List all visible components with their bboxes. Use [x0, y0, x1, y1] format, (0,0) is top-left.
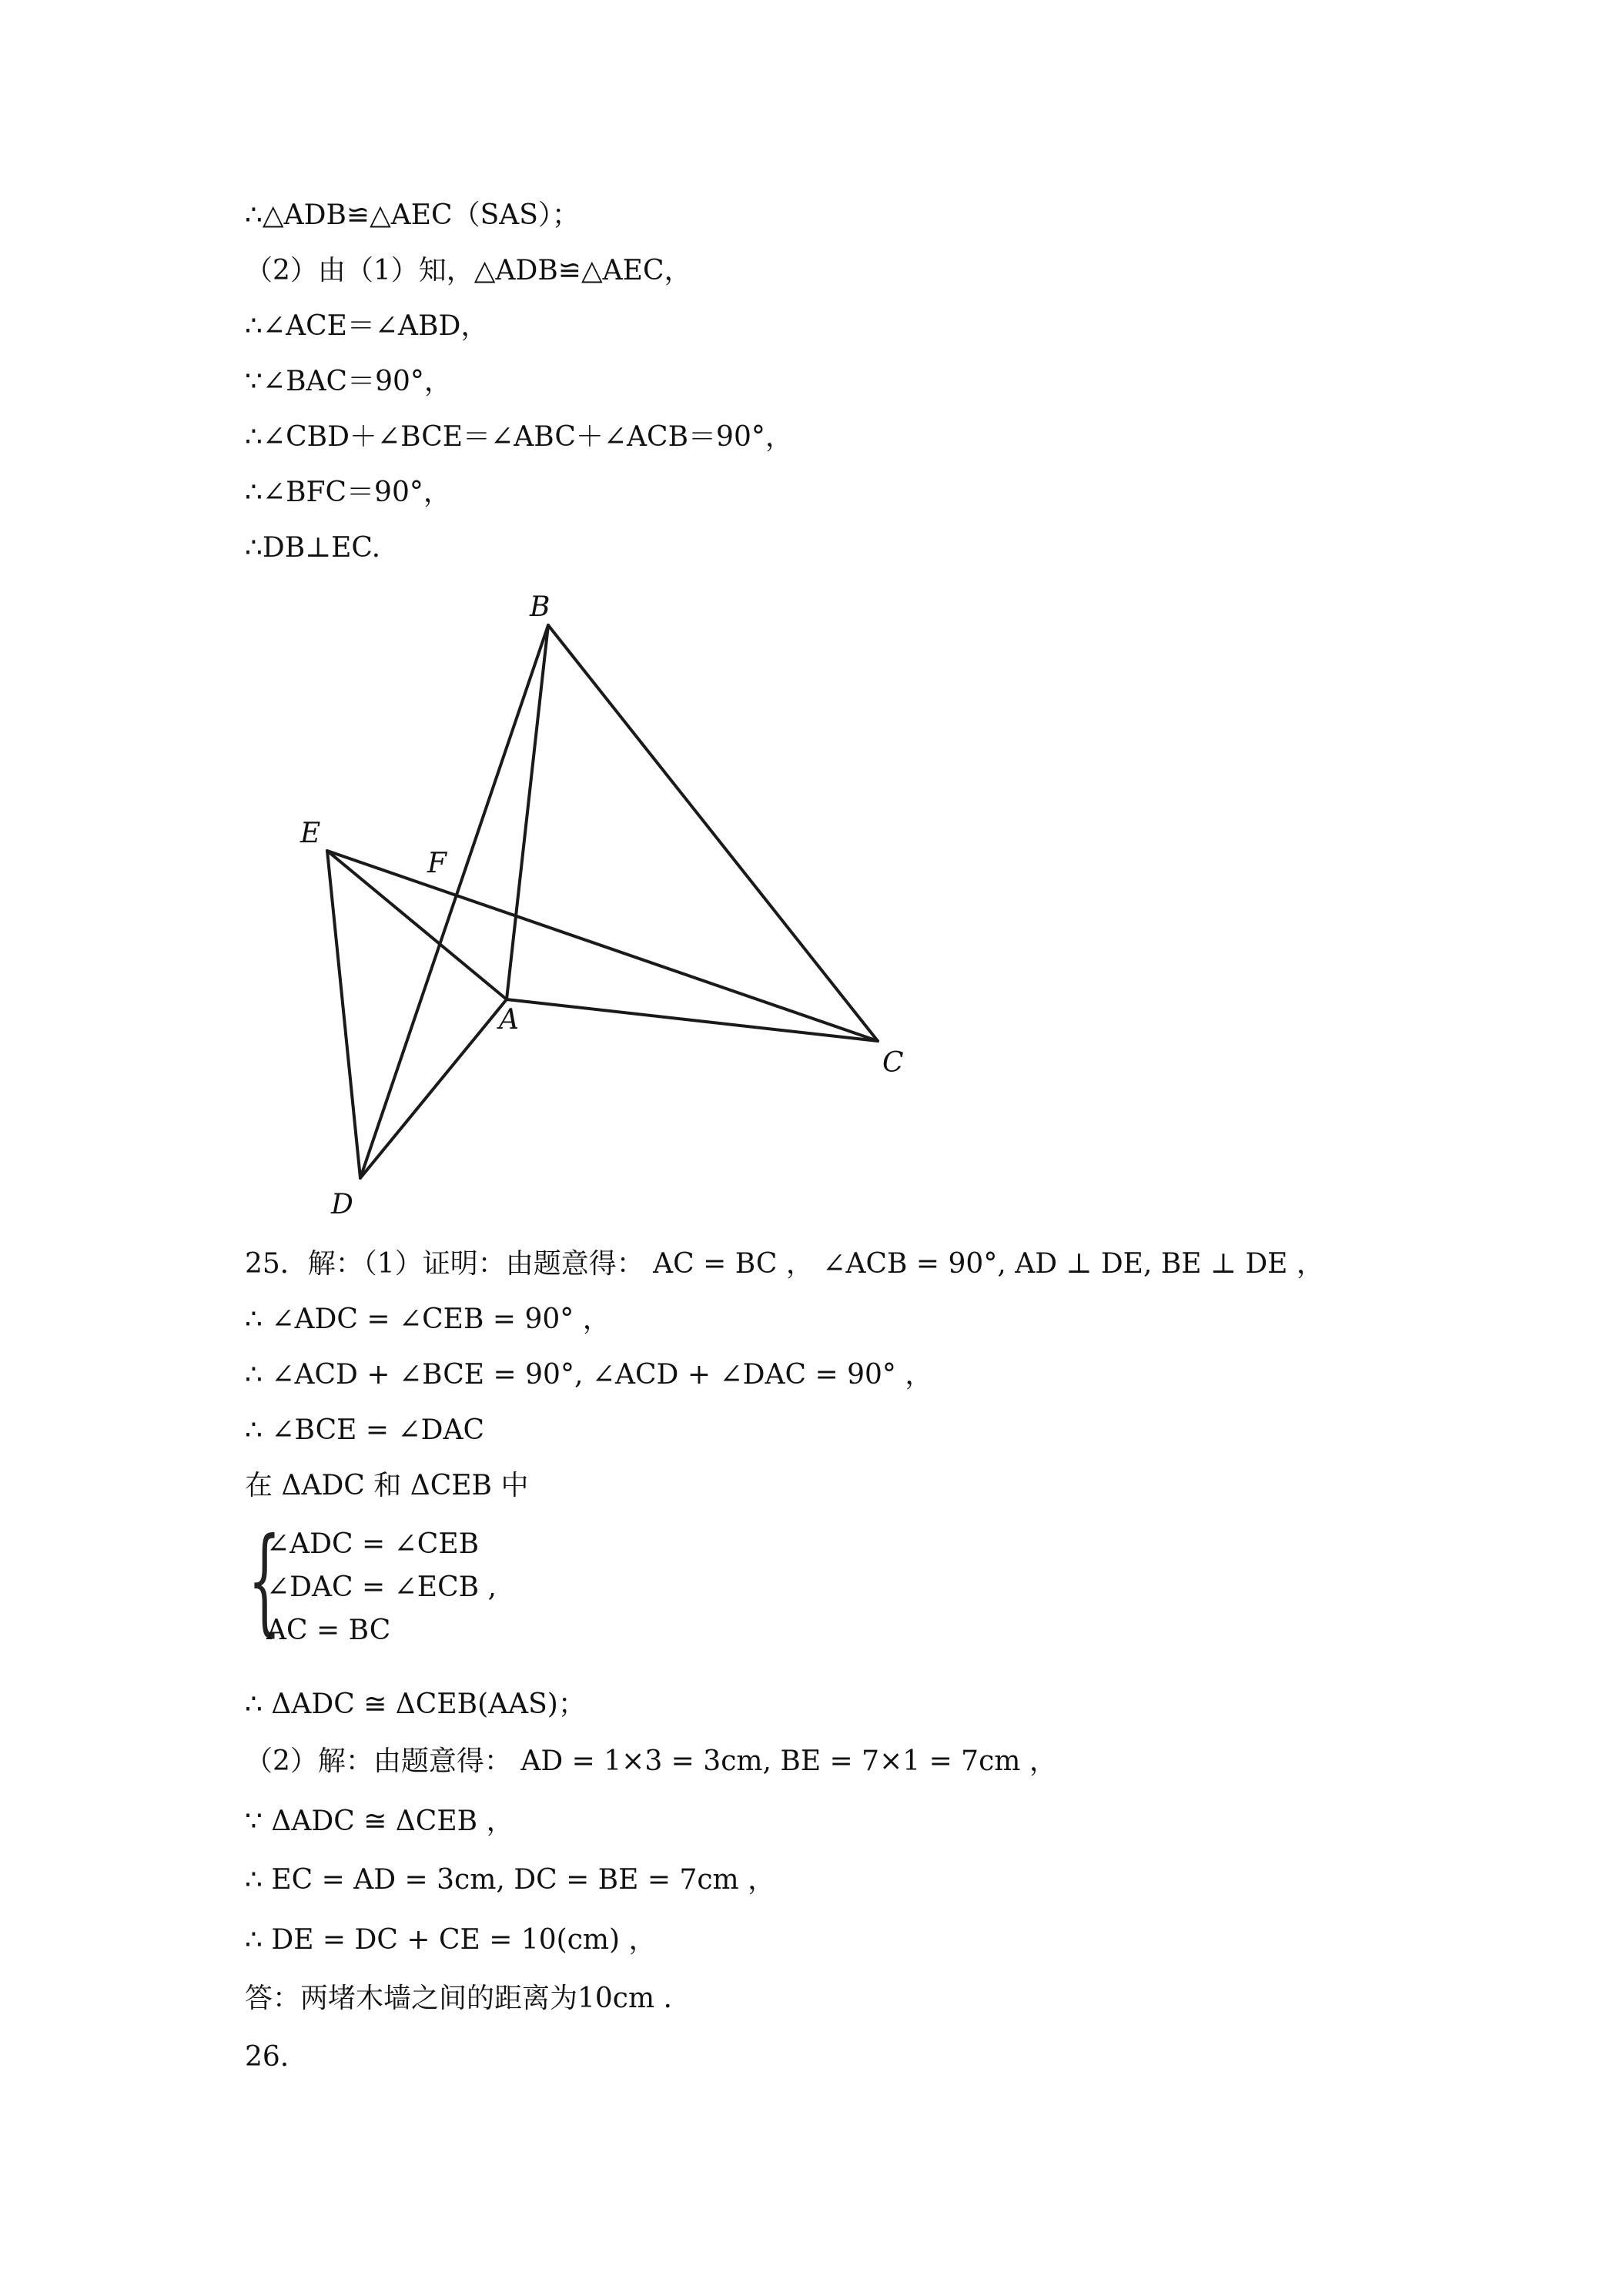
problem-26-number: 26.	[245, 2041, 289, 2073]
solution-25-line-5: 在 ΔADC 和 ΔCEB 中	[245, 1470, 529, 1501]
proof-line-1: ∴△ADB≌△AEC（SAS）；	[245, 199, 580, 231]
solution-25-line-4: ∴ ∠BCE = ∠DAC	[245, 1414, 485, 1446]
proof-line-3: ∴∠ACE＝∠ABD，	[245, 310, 489, 342]
segment-BC	[548, 625, 878, 1041]
system-row-2: ∠DAC = ∠ECB ,	[266, 1571, 497, 1603]
solution-25-line-2: ∴ ∠ADC = ∠CEB = 90° ，	[245, 1304, 611, 1335]
solution-25-line-6: ∴ ΔADC ≅ ΔCEB(AAS)；	[245, 1689, 586, 1720]
solution-25-line-3: ∴ ∠ACD + ∠BCE = 90°, ∠ACD + ∠DAC = 90° ，	[245, 1359, 933, 1391]
point-label-A: A	[499, 1004, 519, 1036]
proof-line-6: ∴∠BFC＝90°，	[245, 477, 451, 508]
segment-AD	[360, 999, 507, 1178]
point-label-B: B	[530, 591, 550, 623]
answer-line: 答：两堵木墙之间的距离为10cm .	[245, 1983, 672, 2014]
point-label-C: C	[882, 1047, 904, 1079]
system-row-1: ∠ADC = ∠CEB	[266, 1528, 480, 1560]
point-label-D: D	[331, 1189, 353, 1220]
segment-ED	[327, 851, 360, 1178]
solution-25-line-10: ∴ DE = DC + CE = 10(cm) ，	[245, 1924, 657, 1956]
solution-25-line-8: ∵ ΔADC ≅ ΔCEB ，	[245, 1806, 514, 1837]
proof-line-5: ∴∠CBD＋∠BCE＝∠ABC＋∠ACB＝90°，	[245, 421, 793, 453]
proof-line-2: （2）由（1）知，△ADB≌△AEC，	[245, 255, 692, 286]
solution-25-line-7: （2）解：由题意得： AD = 1×3 = 3cm, BE = 7×1 = 7cm ，	[245, 1745, 1057, 1777]
proof-line-7: ∴DB⊥EC.	[245, 532, 381, 564]
solution-25-line-1: 25．解：（1）证明：由题意得： AC = BC ， ∠ACB = 90°, AD ⊥ DE, BE ⊥ DE ，	[245, 1248, 1324, 1280]
segment-BA	[507, 625, 548, 999]
solution-25-line-9: ∴ EC = AD = 3cm, DC = BE = 7cm ，	[245, 1864, 776, 1896]
point-label-F: F	[427, 848, 447, 879]
system-row-3: AC = BC	[266, 1615, 391, 1646]
proof-line-4: ∵∠BAC＝90°，	[245, 366, 452, 397]
segment-EC	[327, 851, 878, 1041]
point-label-E: E	[300, 818, 321, 849]
system-brace: {	[248, 1514, 281, 1648]
segment-EA	[327, 851, 507, 999]
